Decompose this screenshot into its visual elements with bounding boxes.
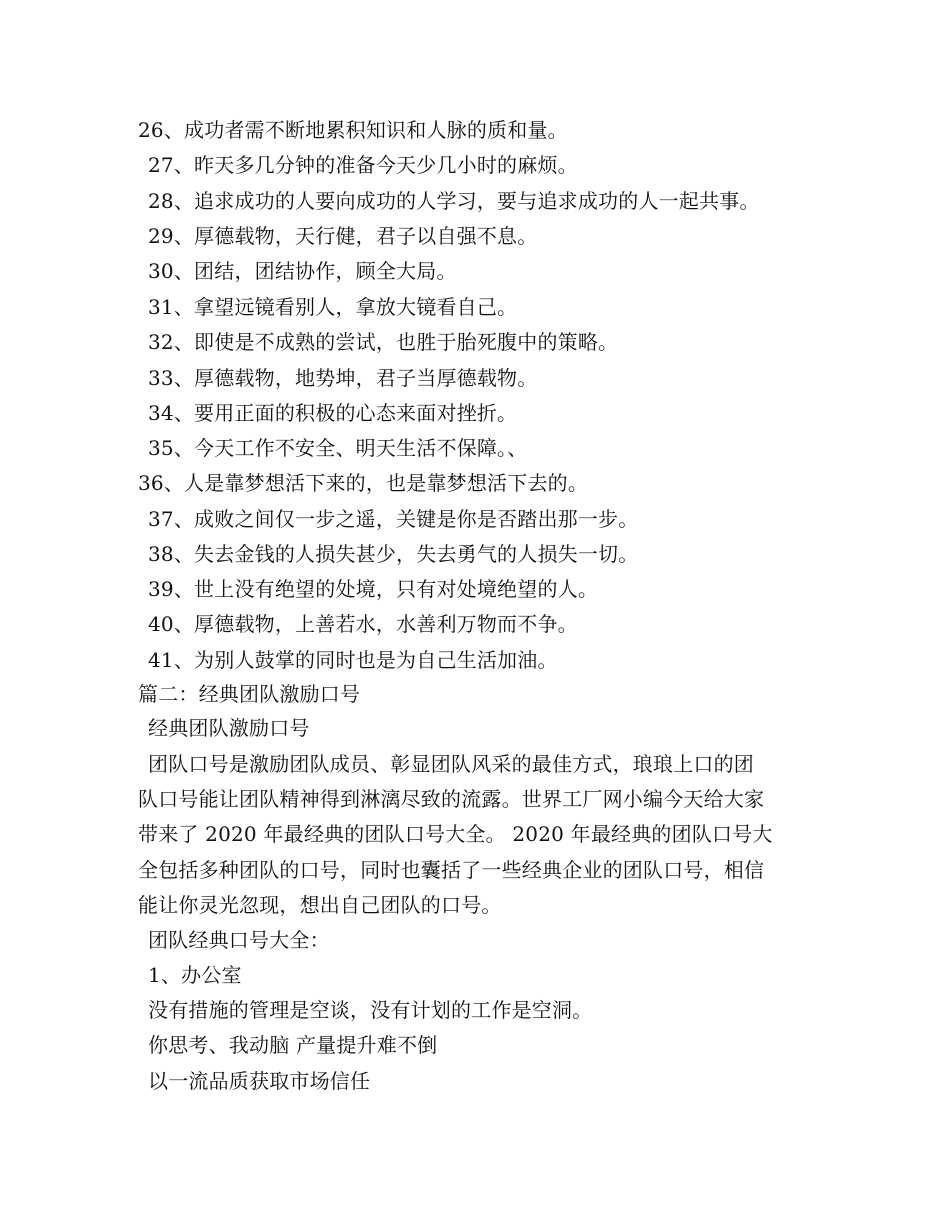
list-item: 38、失去金钱的人损失甚少，失去勇气的人损失一切。 [148,542,639,566]
intro-paragraph-line: 团队口号是激励团队成员、彰显团队风采的最佳方式，琅琅上口的团 [148,752,754,776]
slogan-line: 你思考、我动脑 产量提升难不倒 [148,1033,438,1057]
list-item: 41、为别人鼓掌的同时也是为自己生活加油。 [148,648,558,672]
slogan-line: 没有措施的管理是空谈，没有计划的工作是空洞。 [148,998,593,1022]
list-item: 34、要用正面的积极的心态来面对挫折。 [148,401,518,425]
list-item: 32、即使是不成熟的尝试，也胜于胎死腹中的策略。 [148,330,619,354]
list-item: 26、成功者需不断地累积知识和人脉的质和量。 [138,118,568,142]
list-item: 39、世上没有绝望的处境，只有对处境绝望的人。 [148,577,599,601]
list-item: 40、厚德载物，上善若水，水善利万物而不争。 [148,612,578,636]
list-item: 30、团结，团结协作，顾全大局。 [148,259,457,283]
intro-paragraph-line: 带来了 2020 年最经典的团队口号大全。 2020 年最经典的团队口号大 [138,822,773,846]
intro-paragraph-line: 全包括多种团队的口号，同时也囊括了一些经典企业的团队口号，相信 [138,858,765,882]
list-item: 31、拿望远镜看别人，拿放大镜看自己。 [148,295,518,319]
intro-paragraph-line: 能让你灵光忽现，想出自己团队的口号。 [138,893,502,917]
list-item: 29、厚德载物，天行健，君子以自强不息。 [148,224,538,248]
list-item: 36、人是靠梦想活下来的，也是靠梦想活下去的。 [138,471,589,495]
list-item: 28、追求成功的人要向成功的人学习，要与追求成功的人一起共事。 [148,189,760,213]
list-item: 33、厚德载物，地势坤，君子当厚德载物。 [148,366,538,390]
slogan-line: 以一流品质获取市场信任 [148,1069,371,1093]
category-heading: 1、办公室 [148,963,242,987]
list-item: 27、昨天多几分钟的准备今天少几小时的麻烦。 [148,153,578,177]
section-heading: 篇二：经典团队激励口号 [138,682,361,706]
intro-paragraph-line: 队口号能让团队精神得到淋漓尽致的流露。世界工厂网小编今天给大家 [138,787,765,811]
list-item: 37、成败之间仅一步之遥，关键是你是否踏出那一步。 [148,507,639,531]
section-subheading: 经典团队激励口号 [148,716,310,740]
collection-heading: 团队经典口号大全： [148,928,330,952]
list-item: 35、今天工作不安全、明天生活不保障。、 [148,436,528,460]
